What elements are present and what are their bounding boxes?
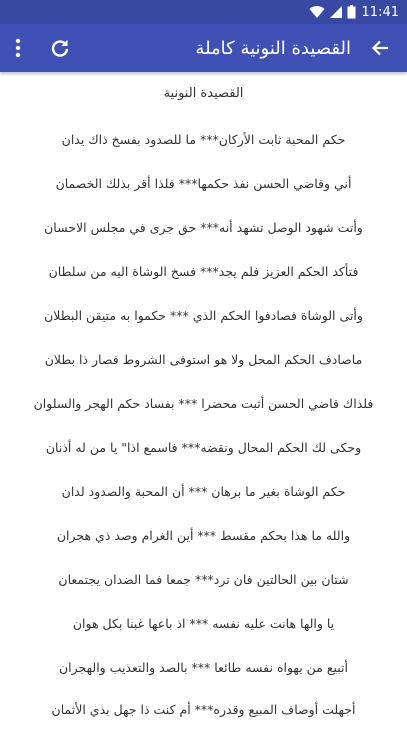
refresh-icon[interactable] [40, 24, 80, 72]
status-bar [0, 0, 407, 24]
arrow-back-icon[interactable] [353, 24, 407, 72]
verse-line: شتان بين الحالتين فان ترد*** جمعا فما الضدان يجتمعان [58, 572, 349, 587]
verse-line: أجهلت أوصاف المبيع وقدره*** أم كنت ذا جهل بذي الأثمان [51, 702, 356, 717]
verse-line: وحكى لك الحكم المحال ونقضه*** فاسمع اذا" يا من له أذنان [45, 440, 362, 455]
verse-line: فلذاك قاضي الحسن أثبت محضرا *** بفساد حكم الهجر والسلوان [33, 396, 374, 411]
wifi-icon [309, 5, 325, 19]
verse-line: يا والها هانت عليه نفسه *** اذ باعها غبنا بكل هوان [72, 616, 335, 631]
status-time: 11:41 [361, 4, 399, 20]
verse-line: وأتت شهود الوصل تشهد أنه*** حق جرى في مجلس الاحسان [44, 220, 363, 235]
verse-line: أني وقاضي الحسن نفذ حكمها*** فلذا أقر بذلك الخصمان [55, 176, 352, 191]
poem-title: القصيدة النونية [163, 86, 244, 101]
more-vertical-icon[interactable] [0, 24, 36, 72]
battery-icon [347, 5, 356, 19]
signal-icon [329, 5, 343, 19]
page-title: القصيدة النونية كاملة [195, 37, 351, 59]
verse-line: فتأكد الحكم العزيز فلم يجد*** فسخ الوشاة اليه من سلطان [48, 264, 359, 279]
verse-line: وأتى الوشاة فصادفوا الحكم الذي *** حكموا به متيقن البطلان [44, 308, 363, 323]
verse-line: والله ما هذا بحكم مقسط *** أين الغرام وصد ذي هجران [56, 528, 351, 543]
verse-line: حكم الوشاة بغير ما برهان *** أن المحبة والصدود لدان [61, 484, 346, 499]
app-bar [0, 24, 407, 72]
status-icons [309, 5, 356, 19]
poem-content[interactable] [0, 72, 407, 735]
verse-line: أتبيع من يهواه نفسه طائعا *** بالصد والتعذيب والهجران [59, 660, 348, 675]
verse-line: حكم المحبة ثابت الأركان*** ما للصدود بفسخ ذاك يدان [61, 132, 346, 147]
verse-line: ماصادف الحكم المحل ولا هو استوفى الشروط فصار ذا بطلان [44, 352, 363, 367]
